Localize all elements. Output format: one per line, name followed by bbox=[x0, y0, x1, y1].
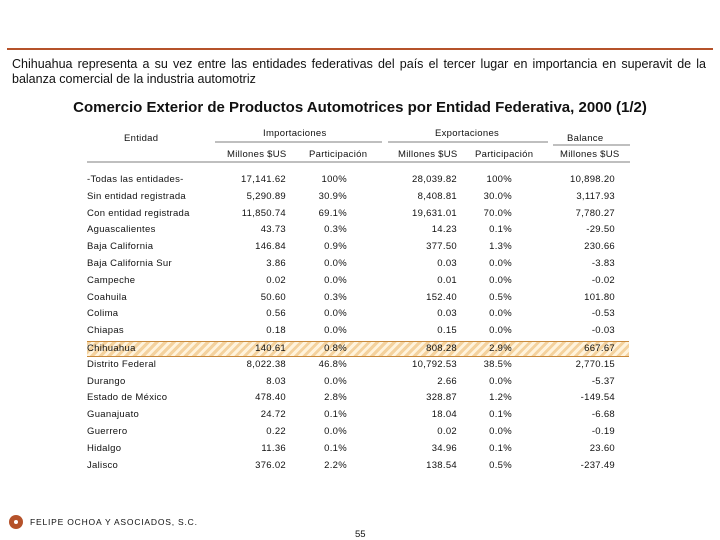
row-cell: 11.36 bbox=[261, 442, 286, 454]
row-cell: 0.0% bbox=[324, 308, 347, 320]
row-cell: -0.03 bbox=[591, 325, 615, 337]
row-cell: 0.8% bbox=[324, 343, 347, 354]
row-cell: 0.0% bbox=[489, 325, 512, 337]
row-cell: 138.54 bbox=[426, 459, 457, 471]
row-cell: 1.3% bbox=[489, 241, 512, 253]
row-cell: 34.96 bbox=[431, 442, 457, 454]
company-logo-icon bbox=[9, 515, 23, 529]
row-cell: 0.5% bbox=[489, 291, 512, 303]
row-cell: 19,631.01 bbox=[412, 207, 457, 219]
table-row bbox=[87, 442, 629, 456]
row-cell: -237.49 bbox=[580, 459, 615, 471]
table-row bbox=[87, 207, 629, 221]
row-cell: 0.5% bbox=[489, 459, 512, 471]
row-cell: 146.84 bbox=[255, 241, 286, 253]
header-exportaciones: Exportaciones bbox=[435, 128, 500, 139]
row-cell: 0.03 bbox=[437, 308, 457, 320]
page-number: 55 bbox=[355, 529, 366, 540]
header-bal-millones: Millones $US bbox=[560, 149, 620, 160]
row-cell: 0.02 bbox=[437, 426, 457, 437]
row-cell: 2.8% bbox=[324, 392, 347, 404]
row-cell: 8,408.81 bbox=[417, 190, 457, 202]
row-cell: 0.0% bbox=[324, 426, 347, 437]
row-entity: Guerrero bbox=[87, 426, 128, 437]
row-entity: Baja California Sur bbox=[87, 258, 172, 269]
row-cell: -3.83 bbox=[591, 258, 615, 269]
row-cell: 0.56 bbox=[266, 308, 286, 320]
row-cell: -0.19 bbox=[591, 426, 615, 437]
row-cell: 30.0% bbox=[483, 190, 512, 202]
row-cell: 3.86 bbox=[266, 258, 286, 269]
row-entity: Coahuila bbox=[87, 291, 127, 303]
row-cell: -5.37 bbox=[591, 375, 615, 387]
row-cell: 0.18 bbox=[266, 325, 286, 337]
row-entity: Con entidad registrada bbox=[87, 207, 190, 219]
table-row bbox=[87, 240, 629, 254]
row-cell: 1.2% bbox=[489, 392, 512, 404]
table-row bbox=[87, 408, 629, 422]
top-rule bbox=[7, 48, 713, 50]
footer-company: FELIPE OCHOA Y ASOCIADOS, S.C. bbox=[30, 517, 198, 527]
row-cell: 100% bbox=[486, 174, 512, 185]
row-cell: 0.0% bbox=[324, 325, 347, 337]
row-cell: 0.0% bbox=[324, 258, 347, 269]
row-cell: 101.80 bbox=[584, 291, 615, 303]
row-cell: 28,039.82 bbox=[412, 174, 457, 185]
row-cell: 0.01 bbox=[437, 274, 457, 286]
row-cell: 24.72 bbox=[260, 409, 286, 421]
row-cell: 478.40 bbox=[255, 392, 286, 404]
row-cell: 50.60 bbox=[260, 291, 286, 303]
row-cell: 2.66 bbox=[437, 375, 457, 387]
row-cell: 2.9% bbox=[489, 343, 512, 354]
row-entity: Sin entidad registrada bbox=[87, 190, 187, 202]
row-cell: -0.02 bbox=[591, 274, 615, 286]
row-cell: 7,780.27 bbox=[575, 207, 615, 219]
row-cell: 70.0% bbox=[483, 207, 512, 219]
table-row bbox=[87, 459, 629, 473]
row-cell: 0.0% bbox=[489, 375, 512, 387]
row-entity: Chihuahua bbox=[87, 343, 136, 354]
header-imp-millones: Millones $US bbox=[227, 149, 287, 160]
row-cell: 230.66 bbox=[584, 241, 615, 253]
row-cell: -149.54 bbox=[580, 392, 615, 404]
table-row bbox=[87, 223, 629, 237]
row-cell: 0.3% bbox=[324, 224, 347, 236]
row-cell: 30.9% bbox=[318, 190, 347, 202]
row-cell: 0.0% bbox=[324, 274, 347, 286]
row-cell: 69.1% bbox=[318, 207, 347, 219]
table-row bbox=[87, 257, 629, 271]
row-entity: Baja California bbox=[87, 241, 154, 253]
row-cell: 0.03 bbox=[437, 258, 457, 269]
row-cell: 10,898.20 bbox=[570, 174, 615, 185]
row-cell: 100% bbox=[321, 174, 347, 185]
row-entity: Campeche bbox=[87, 274, 136, 286]
row-cell: 18.04 bbox=[431, 409, 457, 421]
table-row bbox=[87, 190, 629, 204]
table-row bbox=[87, 391, 629, 405]
row-cell: 43.73 bbox=[260, 224, 286, 236]
row-cell: 667.67 bbox=[584, 343, 615, 354]
row-cell: 5,290.89 bbox=[246, 190, 286, 202]
row-cell: -6.68 bbox=[591, 409, 615, 421]
row-entity: Hidalgo bbox=[87, 442, 122, 454]
row-cell: 152.40 bbox=[426, 291, 457, 303]
table-row bbox=[87, 173, 629, 187]
row-cell: 38.5% bbox=[483, 358, 512, 370]
row-cell: 0.0% bbox=[489, 274, 512, 286]
row-entity: Distrito Federal bbox=[87, 358, 157, 370]
row-cell: 0.1% bbox=[489, 224, 512, 236]
header-entidad: Entidad bbox=[124, 133, 159, 144]
row-entity: Aguascalientes bbox=[87, 224, 156, 236]
row-cell: 140.61 bbox=[255, 343, 286, 354]
row-cell: 0.0% bbox=[489, 258, 512, 269]
row-entity: Estado de México bbox=[87, 392, 168, 404]
row-cell: 328.87 bbox=[426, 392, 457, 404]
intro-paragraph: Chihuahua representa a su vez entre las entidades federativas del país el tercer lugar en importancia en superavit de la balanza comercial de la industria automotriz bbox=[12, 57, 706, 86]
header-imp-participacion: Participación bbox=[309, 149, 368, 160]
row-cell: 14.23 bbox=[431, 224, 457, 236]
table-title: Comercio Exterior de Productos Automotrices por Entidad Federativa, 2000 (1/2) bbox=[73, 99, 647, 116]
header-exp-millones: Millones $US bbox=[398, 149, 458, 160]
table-row bbox=[87, 358, 629, 372]
row-cell: 0.1% bbox=[489, 442, 512, 454]
row-cell: 0.22 bbox=[266, 426, 286, 437]
table-row bbox=[87, 274, 629, 288]
row-cell: 0.15 bbox=[437, 325, 457, 337]
row-cell: -0.53 bbox=[591, 308, 615, 320]
table-row bbox=[87, 324, 629, 338]
row-cell: 8.03 bbox=[266, 375, 286, 387]
header-balance: Balance bbox=[567, 133, 604, 144]
row-cell: 46.8% bbox=[318, 358, 347, 370]
table-row bbox=[87, 341, 629, 357]
row-cell: -29.50 bbox=[586, 224, 615, 236]
row-entity: Jalisco bbox=[87, 459, 119, 471]
row-cell: 0.0% bbox=[489, 308, 512, 320]
row-cell: 0.02 bbox=[266, 274, 286, 286]
row-cell: 0.1% bbox=[489, 409, 512, 421]
header-importaciones: Importaciones bbox=[263, 128, 327, 139]
row-cell: 0.1% bbox=[324, 409, 347, 421]
row-entity: -Todas las entidades- bbox=[87, 174, 184, 185]
row-cell: 3,117.93 bbox=[576, 190, 615, 202]
header-exp-participacion: Participación bbox=[475, 149, 534, 160]
table-row bbox=[87, 425, 629, 439]
row-cell: 0.1% bbox=[324, 442, 347, 454]
row-cell: 376.02 bbox=[255, 459, 286, 471]
table-row bbox=[87, 291, 629, 305]
row-cell: 23.60 bbox=[589, 442, 615, 454]
row-entity: Durango bbox=[87, 375, 126, 387]
row-cell: 0.3% bbox=[324, 291, 347, 303]
row-cell: 808.28 bbox=[426, 343, 457, 354]
row-cell: 8,022.38 bbox=[246, 358, 286, 370]
row-cell: 17,141.62 bbox=[241, 174, 286, 185]
row-entity: Guanajuato bbox=[87, 409, 140, 421]
row-cell: 2.2% bbox=[324, 459, 347, 471]
table-row bbox=[87, 375, 629, 389]
row-entity: Colima bbox=[87, 308, 119, 320]
row-cell: 11,850.74 bbox=[241, 207, 286, 219]
table-row bbox=[87, 307, 629, 321]
row-cell: 10,792.53 bbox=[412, 358, 457, 370]
row-cell: 2,770.15 bbox=[575, 358, 615, 370]
row-cell: 0.9% bbox=[324, 241, 347, 253]
row-cell: 377.50 bbox=[426, 241, 457, 253]
row-cell: 0.0% bbox=[489, 426, 512, 437]
row-cell: 0.0% bbox=[324, 375, 347, 387]
row-entity: Chiapas bbox=[87, 325, 124, 337]
